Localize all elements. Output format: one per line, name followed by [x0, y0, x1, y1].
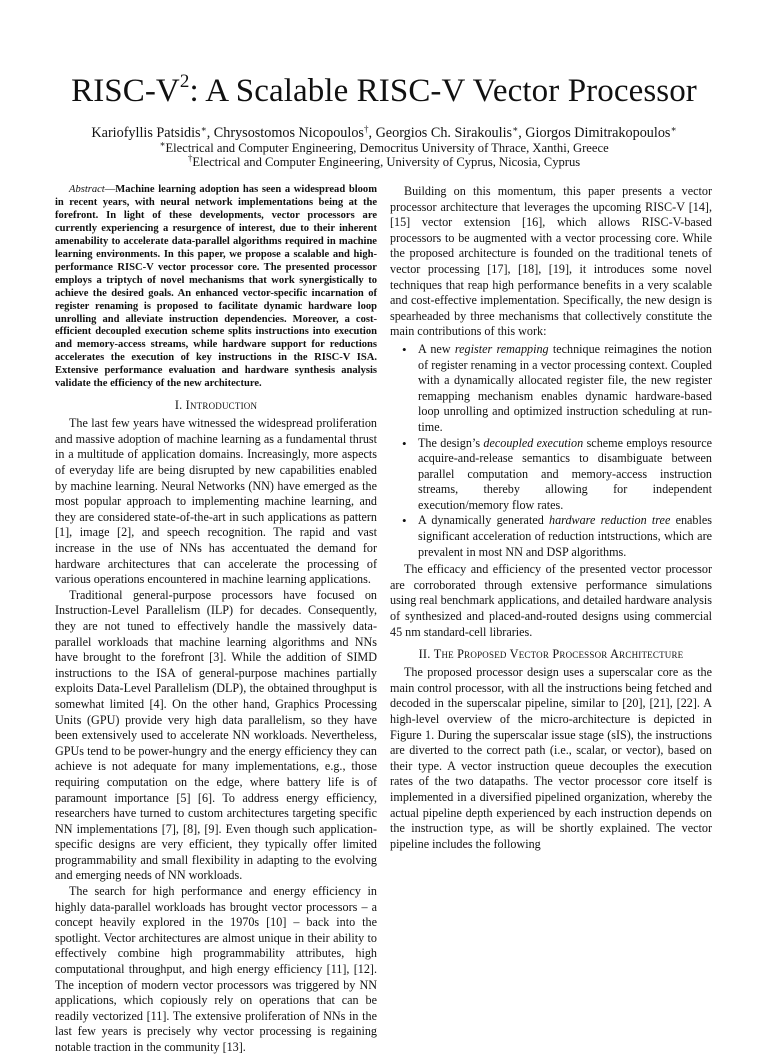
list-item: • A dynamically generated hardware reduction tree enables significant acceleration of reduction intstructions, which are prevalent in most NN and DSP algorithms.: [418, 513, 712, 560]
affiliation-2: †Electrical and Computer Engineering, University of Cyprus, Nicosia, Cyprus: [187, 153, 581, 169]
author-list: Kariofyllis Patsidis∗, Chrysostomos Nicopoulos†, Georgios Ch. Sirakoulis∗, Giorgos Dimitrakopoulos∗: [91, 124, 677, 141]
left-column: [55, 184, 377, 1056]
affiliation-1: ∗Electrical and Computer Engineering, Democritus University of Thrace, Xanthi, Greece: [159, 139, 609, 155]
intro-paragraph-4: Building on this momentum, this paper presents a vector processor architecture that leverages the upcoming RISC-V [14], [15] vector extension [16], which allows RISC-V-based processors to be augmented with a vector processing core. While the proposed architecture is founded on the traditional tenets of vector processing [17], [18], [19], it introduces some novel techniques that reap high performance benefits in a very scalable and cost-effective implementation. Specifically, the new design is spearheaded by three mechanisms that collectively constitute the main contributions of this work:: [390, 184, 712, 339]
intro-paragraph-3: The search for high performance and energy efficiency in highly data-parallel workloads has brought vector processors – a concept heavily explored in the 1970s [10] – back into the spotlight. Vector architectures are almost unique in their ability to effectively combine high programmability attributes, high computational throughput, and high energy efficiency [11], [12]. The inception of modern vector processors was triggered by NN applications, which copiously rely on operations that can be readily vectorized [11]. The extensive proliferation of NNs in the last few years is precisely why vector processing is regaining notable traction in the community [13].: [55, 884, 377, 1054]
section-heading-introduction: I. Introduction: [174, 398, 258, 413]
abstract: Abstract—Machine learning adoption has seen a widespread bloom in recent years, with neural network implementations being at the forefront. In light of these developments, vector processors are currently experiencing a resurgence of interest, due to their inherent amenability to accelerate data-parallel algorithms required in machine learning environments. In this paper, we propose a scalable and high-performance RISC-V vector processor core. The presented processor employs a triptych of novel mechanisms that work synergistically to achieve the desired goals. An enhanced vector-specific incarnation of register renaming is proposed to facilitate dynamic hardware loop unrolling and alleviate instruction dependencies. Moreover, a cost-efficient decoupled execution scheme splits instructions into execution and memory-access streams, while hardware support for reductions accelerates the execution of key instructions in the RISC-V ISA. Extensive performance evaluation and hardware synthesis analysis validate the efficiency of the new architecture.: [55, 184, 377, 390]
right-column: [390, 184, 712, 852]
list-item: • A new register remapping technique reimagines the notion of register renaming in a vector processing context. Coupled with a dynamically allocated register file, the new register remapping mechanism enables dynamic hardware-based loop unrolling and optimized instruction scheduling at run-time.: [418, 342, 712, 436]
architecture-paragraph-1: The proposed processor design uses a superscalar core as the main control processor, with all the instructions being fetched and decoded in the superscalar pipeline, similar to [20], [21], [22]. A high-level overview of the micro-architecture is depicted in Figure 1. During the superscalar issue stage (sIS), the instructions are diverted to the correct path (i.e., scalar, or vector), based on their type. A vector instruction queue decouples the execution rates of the two datapaths. The vector processor core itself is implemented in a diversified pipelined organization, whereby the actual pipeline depth experienced by each instruction depends on the instruction type, as will be shortly explained. The vector pipeline includes the following: [390, 665, 712, 851]
intro-paragraph-1: The last few years have witnessed the widespread proliferation and massive adoption of machine learning as a fundamental thrust in a multitude of application domains. Increasingly, more aspects of everyday life are being disrupted by new capabilities enabled by machine learning. Neural Networks (NN) have emerged as the most popular approach to implementing machine learning, and they are considered state-of-the-art in such applications as pattern [1], image [2], and speech recognition. The rapid and vast increase in the use of NNs has accentuated the demand for hardware architectures that can accelerate the processing of various operations encountered in machine learning applications.: [55, 416, 377, 587]
paper-title: RISC-$V^2$: A Scalable RISC-V Vector Processor: [71, 71, 697, 109]
contribution-list: [390, 342, 712, 560]
intro-paragraph-2: Traditional general-purpose processors have focused on Instruction-Level Parallelism (ILP) for decades. Consequently, they are not tuned to effectively handle the massively data-parallel workloads that machine learning algorithms and NNs have brought to the forefront [3]. While the addition of SIMD instructions to the ISA of general-purpose machines partially exploits Data-Level Parallelism (DLP), the obtained throughput is somewhat limited [4]. On the other hand, Graphics Processing Units (GPU) provide very high data parallelism, so they have been extensively used to accelerate NN workloads. Nevertheless, GPUs tend to be power-hungry and the energy efficiency they can achieve is not adequate for many implementations, e.g., those requiring computation on the edge, where battery life is of paramount importance [5] [6]. To address energy efficiency, researchers have turned to custom architectures targeting specific NN implementations [7], [8], [9]. Even though such application-specific designs are very efficient, they typically offer limited programmability and small flexibility in adapting to the evolving and emerging needs of NN workloads.: [55, 587, 377, 883]
section-heading-architecture: II. The Proposed Vector Processor Architecture: [418, 647, 684, 662]
title-superscript: 2: [179, 71, 190, 92]
intro-paragraph-5: The efficacy and efficiency of the presented vector processor are corroborated through extensive performance simulations using real benchmark applications, and detailed hardware analysis of synthesized and placed-and-routed designs using commercial 45 nm standard-cell libraries.: [390, 562, 712, 639]
list-item: • The design’s decoupled execution scheme employs resource acquire-and-release semantics to disambiguate between parallel computation and memory-access instruction streams, thereby allowing for independent execution/memory flow rates.: [418, 436, 712, 514]
